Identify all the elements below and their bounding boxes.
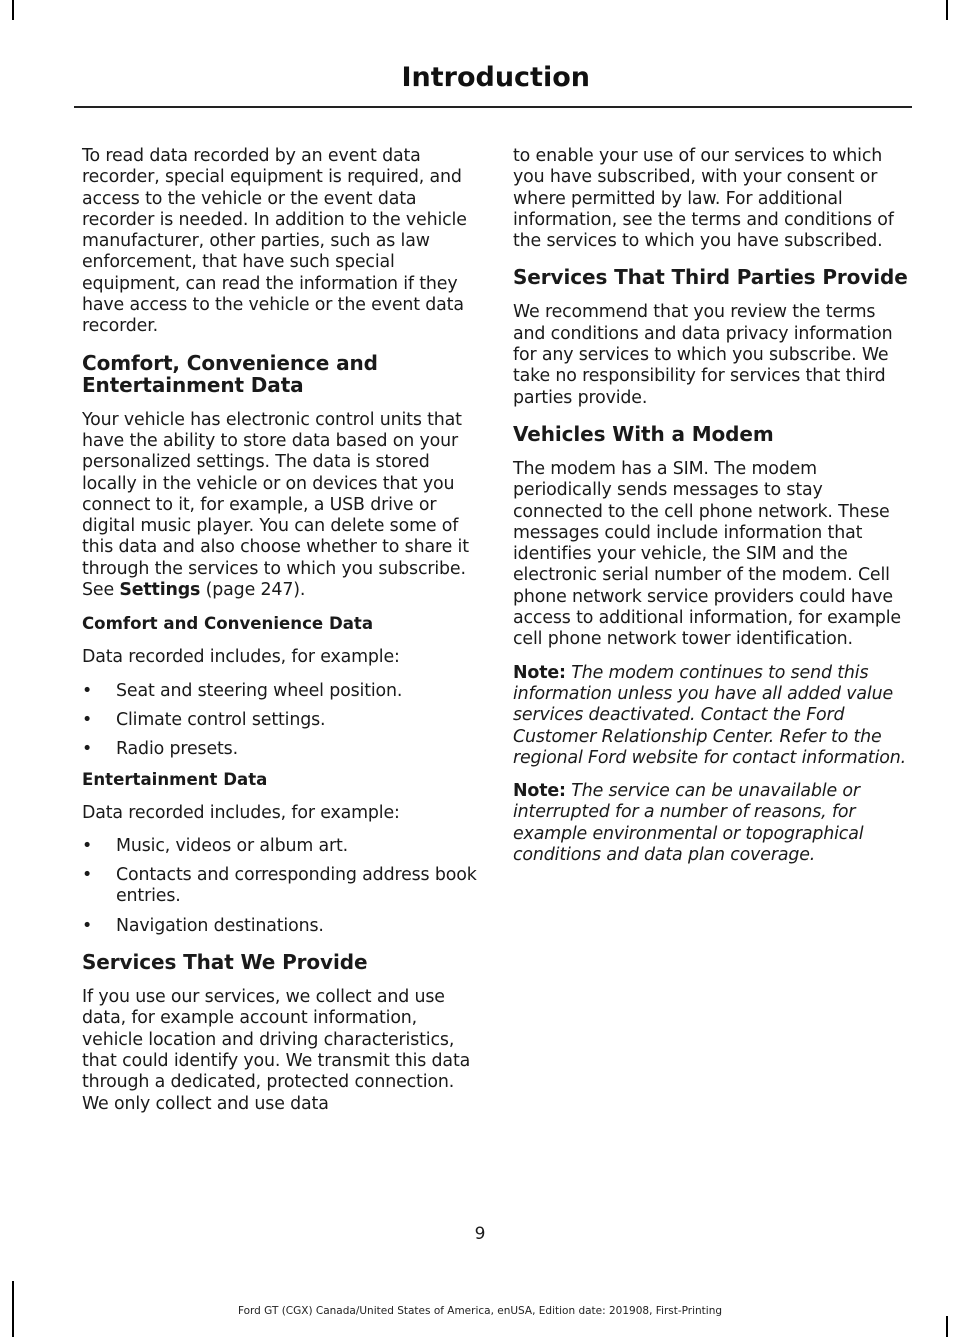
list-item — [82, 865, 477, 908]
list-item-text: Music, videos or album art. — [116, 835, 349, 856]
heading-services-we-provide: Services That We Provide — [82, 950, 368, 975]
bullet-icon: • — [82, 709, 93, 730]
paragraph-comfort-text: Your vehicle has electronic control units that have the ability to store data based on your personalized settings. The data is stored locally in the vehicle or on devices that you connect to it, for example, a USB drive or digital music player. You can delete some of this data and also choose whether to share it through the services to which you subscribe. See — [82, 409, 469, 601]
page-title: Introduction — [401, 62, 590, 93]
paragraph-modem: The modem has a SIM. The modem periodically sends messages to stay connected to the cell phone network. These messages could include information that identifies your vehicle, the SIM and the electronic serial number of the modem. Cell phone network service providers could have access to additional information, for example cell phone network tower identification. — [513, 458, 901, 650]
note-modem — [513, 663, 908, 769]
bullet-icon: • — [82, 835, 93, 856]
heading-vehicles-with-modem: Vehicles With a Modem — [513, 421, 774, 446]
page-number: 9 — [474, 1224, 486, 1244]
heading-entertainment-data: Entertainment Data — [82, 769, 268, 789]
bullet-icon: • — [82, 915, 93, 936]
right-column — [513, 146, 908, 878]
paragraph-services-we-provide: If you use our services, we collect and use data, for example account information, vehicle location and driving characteristics, that could identify you. We transmit this data through a dedicated, protected connection. We only collect and use data — [82, 987, 471, 1114]
note-label: Note: — [513, 662, 566, 683]
list-item — [82, 681, 477, 702]
list-item — [82, 739, 477, 760]
list-item — [82, 710, 477, 731]
list-item-text: Contacts and corresponding address book entries. — [116, 865, 477, 907]
list-item-text: Radio presets. — [116, 739, 238, 760]
paragraph-data-recorded-entertainment: Data recorded includes, for example: — [82, 802, 400, 823]
heading-services-third-parties: Services That Third Parties Provide — [513, 265, 908, 290]
note-text: The service can be unavailable or interrupted for a number of reasons, for example environmental or topographical conditions and data plan coverage. — [513, 781, 864, 866]
paragraph-services-continued: to enable your use of our services to which you have subscribed, with your consent or where permitted by law. For additional information, see the terms and conditions of the services to which you have subscribed. — [513, 146, 894, 252]
bullet-icon: • — [82, 739, 93, 760]
note-text: The modem continues to send this information unless you have all added value services deactivated. Contact the Ford Customer Relationship Center. Refer to the regional Ford website for contact information. — [513, 662, 907, 768]
bullet-icon: • — [82, 865, 93, 886]
settings-link[interactable]: Settings — [119, 580, 201, 601]
paragraph-third-parties: We recommend that you review the terms and conditions and data privacy information for any services to which you subscribe. We take no responsibility for services that third parties provide. — [513, 302, 893, 408]
list-item-text: Navigation destinations. — [116, 915, 324, 936]
footer-edition-info: Ford GT (CGX) Canada/United States of America, enUSA, Edition date: 201908, First-Printing — [237, 1305, 723, 1317]
crop-mark-top-left — [12, 0, 14, 20]
heading-comfort-convenience-data: Comfort and Convenience Data — [82, 614, 374, 634]
list-item-text: Seat and steering wheel position. — [116, 680, 403, 701]
comfort-data-list — [82, 681, 477, 761]
page-reference: (page 247). — [200, 580, 306, 601]
list-item — [82, 836, 477, 857]
entertainment-data-list — [82, 836, 477, 937]
note-service-availability — [513, 781, 908, 866]
crop-mark-bottom-right — [946, 1316, 948, 1337]
paragraph-comfort-data — [82, 410, 477, 602]
note-label: Note: — [513, 781, 566, 802]
bullet-icon: • — [82, 680, 93, 701]
crop-mark-top-right — [946, 0, 948, 20]
paragraph-event-data-recorder: To read data recorded by an event data recorder, special equipment is required, and access to the vehicle or the event data recorder is needed. In addition to the vehicle manufacturer, other parties, such as law enforcement, that have such special equipment, can read the information if they have access to the vehicle or the event data recorder. — [82, 146, 467, 337]
list-item — [82, 916, 477, 937]
left-column — [82, 146, 477, 1127]
paragraph-data-recorded-comfort: Data recorded includes, for example: — [82, 647, 400, 668]
heading-comfort-convenience-entertainment: Comfort, Convenience and Entertainment Data — [82, 350, 378, 397]
list-item-text: Climate control settings. — [116, 709, 326, 730]
header-divider — [74, 106, 912, 108]
